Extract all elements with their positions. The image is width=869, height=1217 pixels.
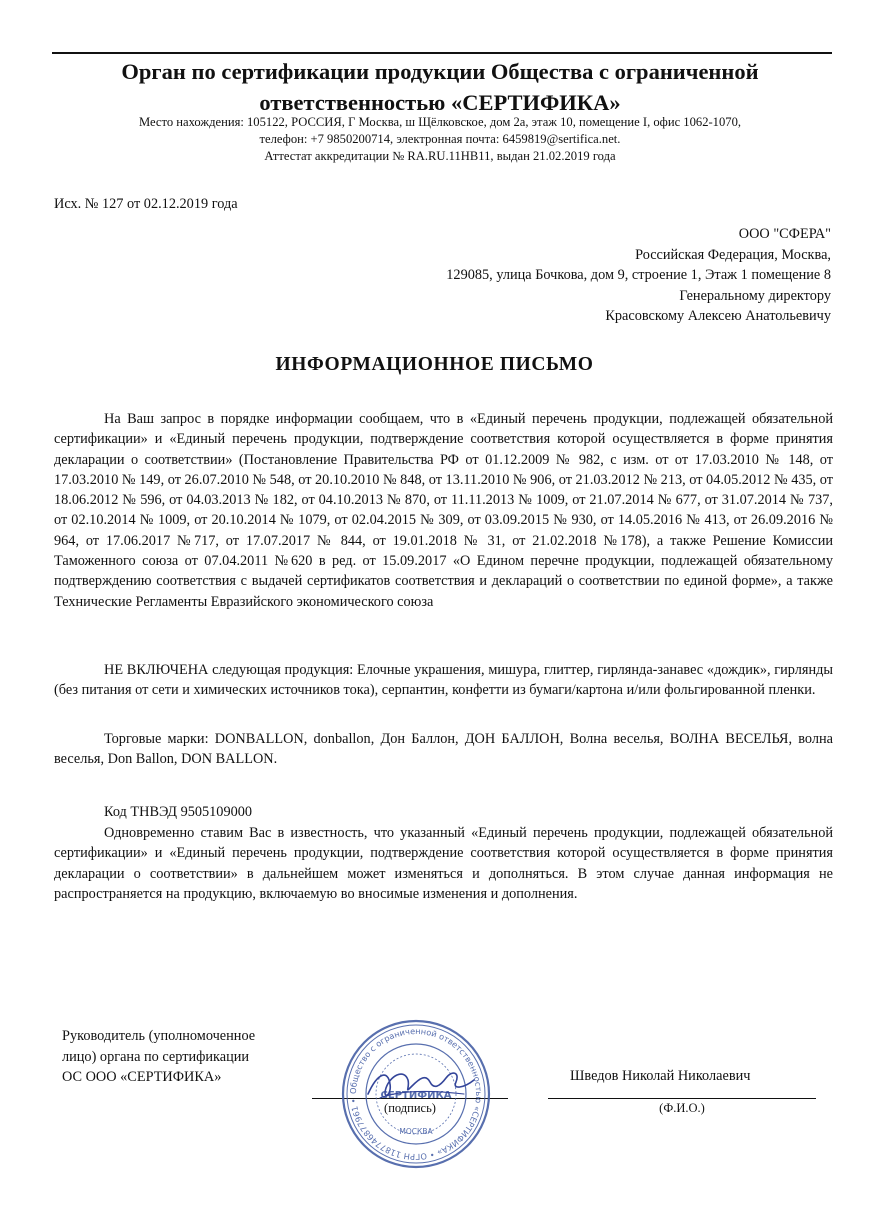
organization-title: [40, 56, 840, 118]
addressee-company: ООО "СФЕРА": [738, 226, 831, 242]
addressee-position: Генеральному директору: [679, 287, 831, 304]
signer-role: [62, 1026, 255, 1088]
name-caption: (Ф.И.О.): [659, 1101, 705, 1115]
seal-center-text: СЕРТИФИКА: [380, 1090, 452, 1101]
body-paragraph-trademarks: Торговые марки: DONBALLON, donballon, Дон Баллон, ДОН БАЛЛОН, Волна веселья, ВОЛНА ВЕСЕЛЬЯ, волна веселья, Don Ballon, DON BALLON.: [54, 731, 833, 768]
signer-role-line2: лицо) органа по сертификации: [62, 1048, 250, 1065]
organization-details: [40, 114, 840, 165]
signature-caption: (подпись): [384, 1101, 436, 1115]
body-paragraph-request: На Ваш запрос в порядке информации сообщаем, что в «Единый перечень продукции, подлежащей обязательной сертификации» и «Единый перечень продукции, подтверждение соответствия которой осуществляется в форме принятия декларации о соответствии» (Постановление Правительства РФ от 01.12.2009 № 982, с изм. от от 17.03.2010 № 148, от 17.03.2010 № 149, от 26.07.2010 № 548, от 20.10.2010 № 848, от 13.11.2010 № 906, от 21.03.2012 № 213, от 04.05.2012 № 435, от 18.06.2012 № 596, от 04.03.2013 № 182, от 04.10.2013 № 870, от 11.11.2013 № 1009, от 21.07.2014 № 677, от 31.07.2014 № 737, от 02.10.2014 № 1009, от 20.10.2014 № 1079, от 02.04.2015 № 309, от 03.09.2015 № 930, от 14.05.2016 № 413, от 26.09.2016 № 964, от 17.06.2017 №717, от 17.07.2017 № 844, от 19.01.2018 № 31, от 21.02.2018 №178), а также Решение Комиссии Таможенного союза от 07.04.2011 №620 в ред. от 15.09.2017 «О Едином перечне продукции, подлежащей обязательному подтверждению соответствия с выдачей сертификатов соответствия и деклараций о соответствии по единой форме», а также Технические Регламенты Евразийского экономического союза: [54, 411, 833, 610]
signer-name: Шведов Николай Николаевич: [570, 1068, 751, 1084]
signature-stroke-underline: [380, 1091, 464, 1098]
name-line: [548, 1098, 816, 1099]
organization-address: Место нахождения: 105122, РОССИЯ, Г Москва, ш Щёлковское, дом 2а, этаж 10, помещение I, офис 1062-1070,: [138, 115, 742, 129]
outgoing-number: Исх. № 127 от 02.12.2019 года: [54, 196, 238, 212]
handwritten-signature: [360, 1060, 480, 1110]
accreditation-certificate: Аттестат аккредитации № RA.RU.11HB11, выдан 21.02.2019 года: [264, 149, 616, 163]
document-title: ИНФОРМАЦИОННОЕ ПИСЬМО: [275, 354, 594, 375]
body-paragraph-not-included: НЕ ВКЛЮЧЕНА следующая продукция: Елочные украшения, мишура, глиттер, гирлянда-занавес «дождик», гирлянды (без питания от сети и химических источников тока), серпантин, конфетти из бумаги/картона и/или фольгированной пленки.: [54, 662, 833, 699]
signer-role-line3: ОС ООО «СЕРТИФИКА»: [62, 1069, 222, 1085]
addressee-country-city: Российская Федерация, Москва,: [635, 246, 831, 263]
header-top-rule: [52, 52, 832, 54]
organization-title-line1: Орган по сертификации продукции Общества с ограниченной: [121, 59, 759, 84]
body-paragraph-notice: Одновременно ставим Вас в известность, что указанный «Единый перечень продукции, подлежащей обязательной сертификации» и «Единый перечень продукции, подтверждение соответствия которой осуществляется в форме принятия декларации о соответствии» в дальнейшем может изменяться и дополняться. В этом случае данная информация не распространяется на продукцию, включаемую во вносимые изменения и дополнения.: [54, 825, 833, 902]
tnved-code: Код ТНВЭД 9505109000: [104, 804, 253, 820]
signer-role-line1: Руководитель (уполномоченное: [62, 1028, 256, 1044]
addressee-street: 129085, улица Бочкова, дом 9, строение 1, Этаж 1 помещение 8: [446, 267, 831, 283]
organization-contacts: телефон: +7 9850200714, электронная почта: 6459819@sertifica.net.: [259, 132, 621, 146]
seal-city-text: МОСКВА: [399, 1127, 433, 1136]
addressee-block: [446, 224, 831, 327]
organization-title-line2: ответственностью «СЕРТИФИКА»: [259, 90, 621, 115]
seal-ring-text: Общество с ограниченной ответственностью «СЕРТИФИКА» • ОГРН 1187746877961 •: [347, 1025, 485, 1163]
addressee-person: Красовскому Алексею Анатольевичу: [605, 308, 831, 324]
